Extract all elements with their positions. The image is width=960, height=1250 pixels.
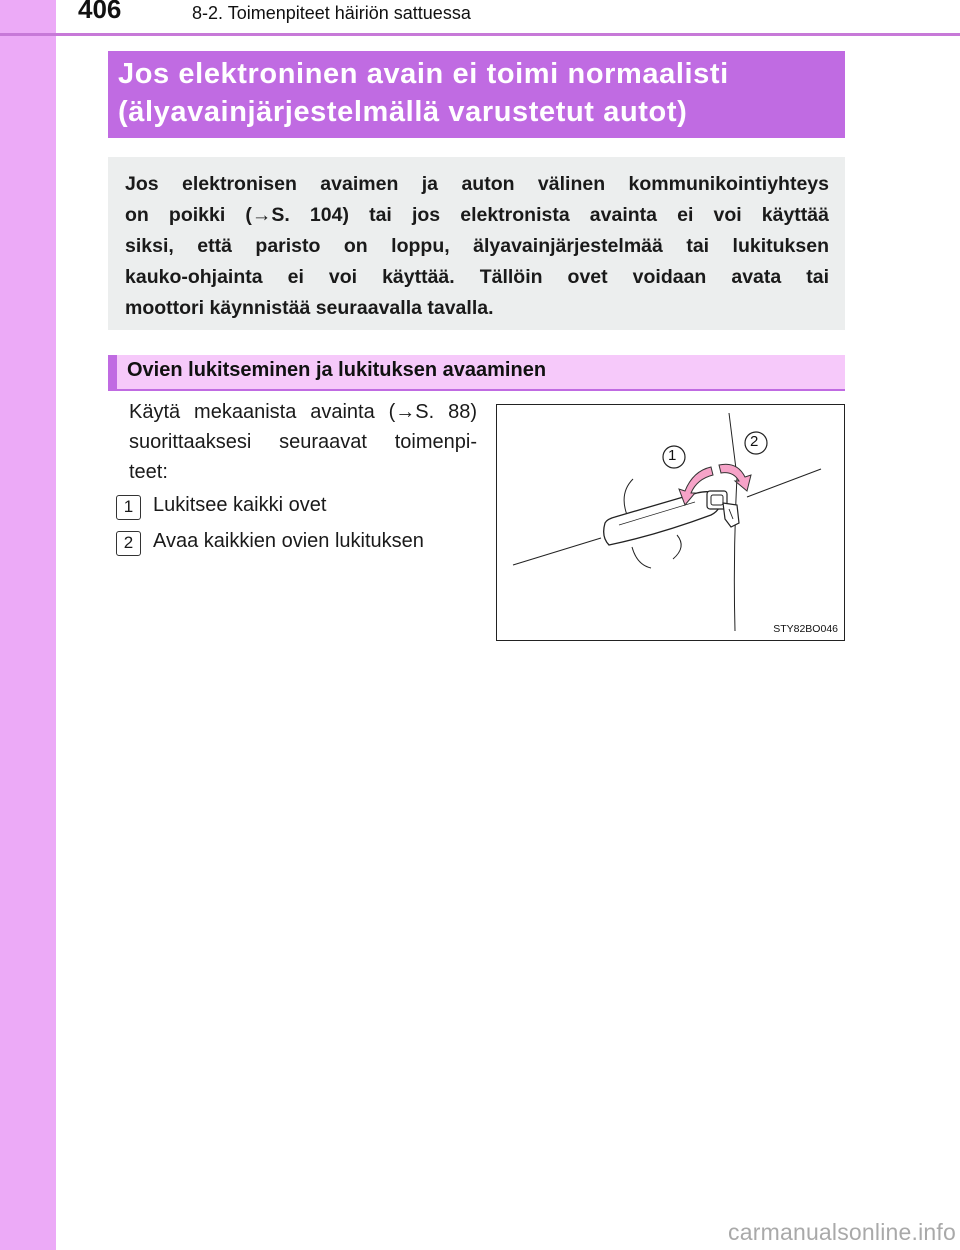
door-lock-illustration: [496, 404, 845, 641]
step-number-badge: 1: [116, 495, 141, 520]
step-text: Avaa kaikkien ovien lukituksen: [153, 530, 424, 552]
body-line: teet:: [129, 461, 168, 483]
page-title-line: Jos elektroninen avain ei toimi normaalisti: [118, 58, 729, 90]
step-number-badge: 2: [116, 531, 141, 556]
figure-callout-1: 1: [668, 447, 677, 464]
body-paragraph: [129, 397, 477, 487]
figure-code: STY82BO046: [773, 623, 838, 635]
door-handle-key-drawing: [497, 405, 846, 642]
header-rule: [0, 33, 960, 36]
intro-line: kauko-ohjainta ei voi käyttää. Tällöin ovet voidaan avata tai: [125, 266, 829, 288]
site-watermark: carmanualsonline.info: [728, 1219, 956, 1245]
body-line: suorittaaksesi seuraavat toimenpi-: [129, 431, 477, 453]
body-line: Käytä mekaanista avainta (→S. 88): [129, 401, 477, 423]
subsection-heading: Ovien lukitseminen ja lukituksen avaaminen: [108, 355, 845, 391]
page-number: 406: [78, 0, 122, 24]
intro-line: moottori käynnistää seuraavalla tavalla.: [125, 297, 494, 319]
chapter-sidebar-strip: [0, 0, 56, 1250]
page-title: [108, 51, 845, 138]
figure-callout-2: 2: [750, 433, 759, 450]
intro-box: [108, 157, 845, 330]
intro-line: Jos elektronisen avaimen ja auton välinen kommunikointiyhteys: [125, 173, 829, 195]
intro-line: on poikki (→S. 104) tai jos elektronista avainta ei voi käyttää: [125, 204, 829, 226]
section-reference: 8-2. Toimenpiteet häiriön sattuessa: [192, 3, 471, 23]
page-title-line: (älyavainjärjestelmällä varustetut autot): [118, 96, 688, 128]
step-text: Lukitsee kaikki ovet: [153, 494, 327, 516]
intro-line: siksi, että paristo on loppu, älyavainjärjestelmää tai lukituksen: [125, 235, 829, 257]
